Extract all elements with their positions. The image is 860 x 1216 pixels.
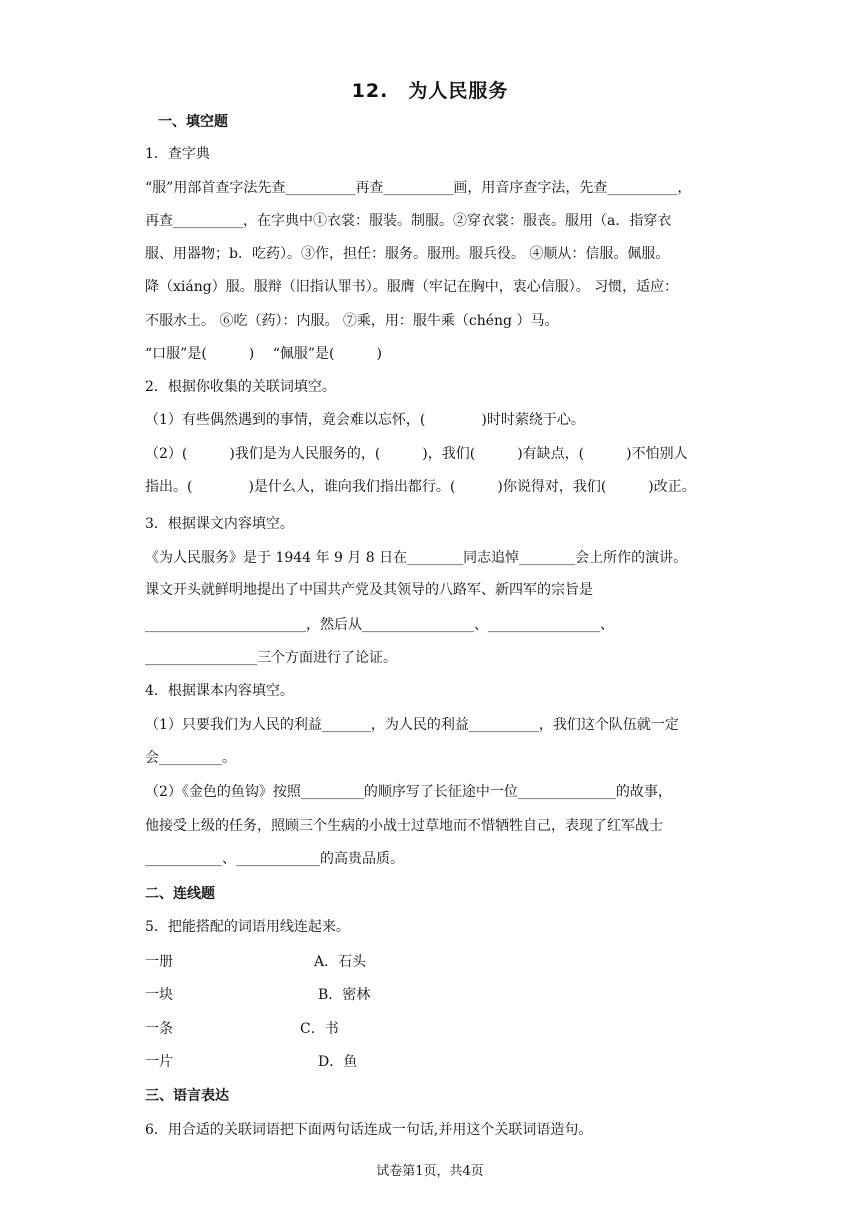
match-left-item: 一册 bbox=[145, 954, 173, 970]
page-footer: 试卷第1页，共4页 bbox=[376, 1164, 484, 1179]
match-right-item: C．书 bbox=[300, 1021, 339, 1037]
question-4-text: （2）《金色的鱼钩》按照_________的顺序写了长征途中一位______________的故事， bbox=[145, 784, 672, 800]
question-2-label: 2．根据你收集的关联词填空。 bbox=[145, 379, 336, 395]
match-right-item: D．鱼 bbox=[318, 1054, 358, 1070]
question-3-label: 3．根据课文内容填空。 bbox=[145, 516, 294, 532]
question-2-text: （2）( )我们是为人民服务的，( )，我们( )有缺点，( )不怕别人 bbox=[145, 446, 688, 462]
question-4-text: 他接受上级的任务，照顾三个生病的小战士过草地而不惜牺牲自己，表现了红军战士 bbox=[145, 818, 663, 834]
section-heading-matching: 二、连线题 bbox=[145, 886, 215, 902]
question-2-text: （1）有些偶然遇到的事情，竟会难以忘怀，( )时时萦绕于心。 bbox=[145, 412, 585, 428]
section-heading-fill-blank: 一、填空题 bbox=[158, 114, 228, 130]
question-1-label: 1．查字典 bbox=[145, 146, 210, 162]
page-title: 12. 为人民服务 bbox=[351, 80, 509, 102]
question-1-text: 再查__________，在字典中①衣裳：服装。制服。②穿衣裳：服丧。服用（a．指穿衣 bbox=[145, 213, 672, 229]
question-1-text: 不服水土。 ⑥吃（药）：内服。 ⑦乘，用：服牛乘（chéng ）马。 bbox=[145, 313, 559, 329]
match-right-item: B．密林 bbox=[318, 987, 371, 1003]
question-4-text: （1）只要我们为人民的利益_______，为人民的利益__________，我们这个队伍就一定 bbox=[145, 717, 679, 733]
question-1-text: 降（xiáng）服。服辩（旧指认罪书）。服膺（牢记在胸中，衷心信服）。 习惯，适应： bbox=[145, 279, 679, 295]
question-3-text: _______________________，然后从________________、________________、 bbox=[145, 617, 614, 633]
question-3-text: ________________三个方面进行了论证。 bbox=[145, 650, 397, 666]
question-3-text: 《为人民服务》是于 1944 年 9 月 8 日在________同志追悼________会上所作的演讲。 bbox=[145, 550, 688, 566]
question-6-label: 6．用合适的关联词语把下面两句话连成一句话,并用这个关联词语造句。 bbox=[145, 1122, 593, 1138]
match-right-item: A．石头 bbox=[314, 954, 367, 970]
match-left-item: 一片 bbox=[145, 1054, 173, 1070]
question-3-text: 课文开头就鲜明地提出了中国共产党及其领导的八路军、新四军的宗旨是 bbox=[145, 582, 593, 598]
question-2-text: 指出。( )是什么人，谁向我们指出都行。( )你说得对，我们( )改正。 bbox=[145, 479, 696, 495]
question-1-text: “服”用部首查字法先查__________再查__________画，用音序查字法，先查__________， bbox=[145, 180, 692, 196]
question-4-label: 4．根据课本内容填空。 bbox=[145, 683, 294, 699]
question-1-text: 服、用器物；b．吃药）。③作，担任：服务。服刑。服兵役。 ④顺从：信服。佩服。 bbox=[145, 246, 670, 262]
match-left-item: 一块 bbox=[145, 987, 173, 1003]
section-heading-language-expression: 三、语言表达 bbox=[145, 1088, 229, 1104]
question-1-text: “口服”是( ) “佩服”是( ) bbox=[145, 346, 382, 362]
question-4-text: 会_________。 bbox=[145, 750, 236, 766]
match-left-item: 一条 bbox=[145, 1021, 173, 1037]
question-5-label: 5．把能搭配的词语用线连起来。 bbox=[145, 919, 350, 935]
question-4-text: ___________、____________的高贵品质。 bbox=[145, 851, 404, 867]
